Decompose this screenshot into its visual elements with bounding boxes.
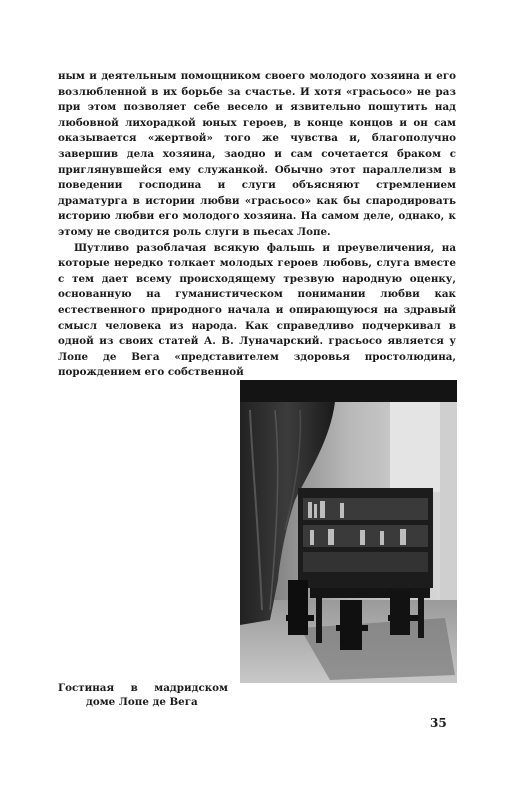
caption-word-1: Гостиная xyxy=(58,682,115,694)
caption-word-2: в xyxy=(130,682,138,694)
paragraph-2: Шутливо разоблачая всякую фальшь и преувеличения, на которые нередко толкает молодых героев любовь, слуга вместе с тем дает всему происходящему трезвую народную оценку, основанную на гуманистическом понимании любви как естественного природного начала и опирающуюся на здравый смысл человека из народа. Как справедливо подчеркивал в одной из своих статей А. В. Луначарский. грасьосо является у Лопе де Вега «представителем здоровья простолюдина, порождением его собственной xyxy=(58,241,456,379)
caption-line-2: доме Лопе де Вега xyxy=(86,696,198,709)
paragraph-1: ным и деятельным помощником своего молодого хозяина и его возлюбленной в их борьбе за счастье. И хотя «грасьосо» не раз при этом позволяет себе весело и язвительно пошутить над любовной лихорадкой юных героев, в конце концов и он сам оказывается «жертвой» того же чувства и, благополучно завершив дела хозяина, заодно и сам сочетается браком с приглянувшейся ему служанкой. Обычно этот параллелизм в поведении господина и слуги объясняют стремлением драматурга в истории любви «грасьосо» как бы спародировать историю любви его молодого хозяина. На самом деле, однако, к этому не сводится роль слуги в пьесах Лопе. xyxy=(58,70,456,238)
body-text xyxy=(58,69,456,381)
living-room-photo xyxy=(240,380,457,683)
figure-caption xyxy=(58,681,228,710)
caption-line-1 xyxy=(58,681,228,695)
caption-word-3: мадридском xyxy=(154,682,228,694)
page-number: 35 xyxy=(430,716,447,730)
